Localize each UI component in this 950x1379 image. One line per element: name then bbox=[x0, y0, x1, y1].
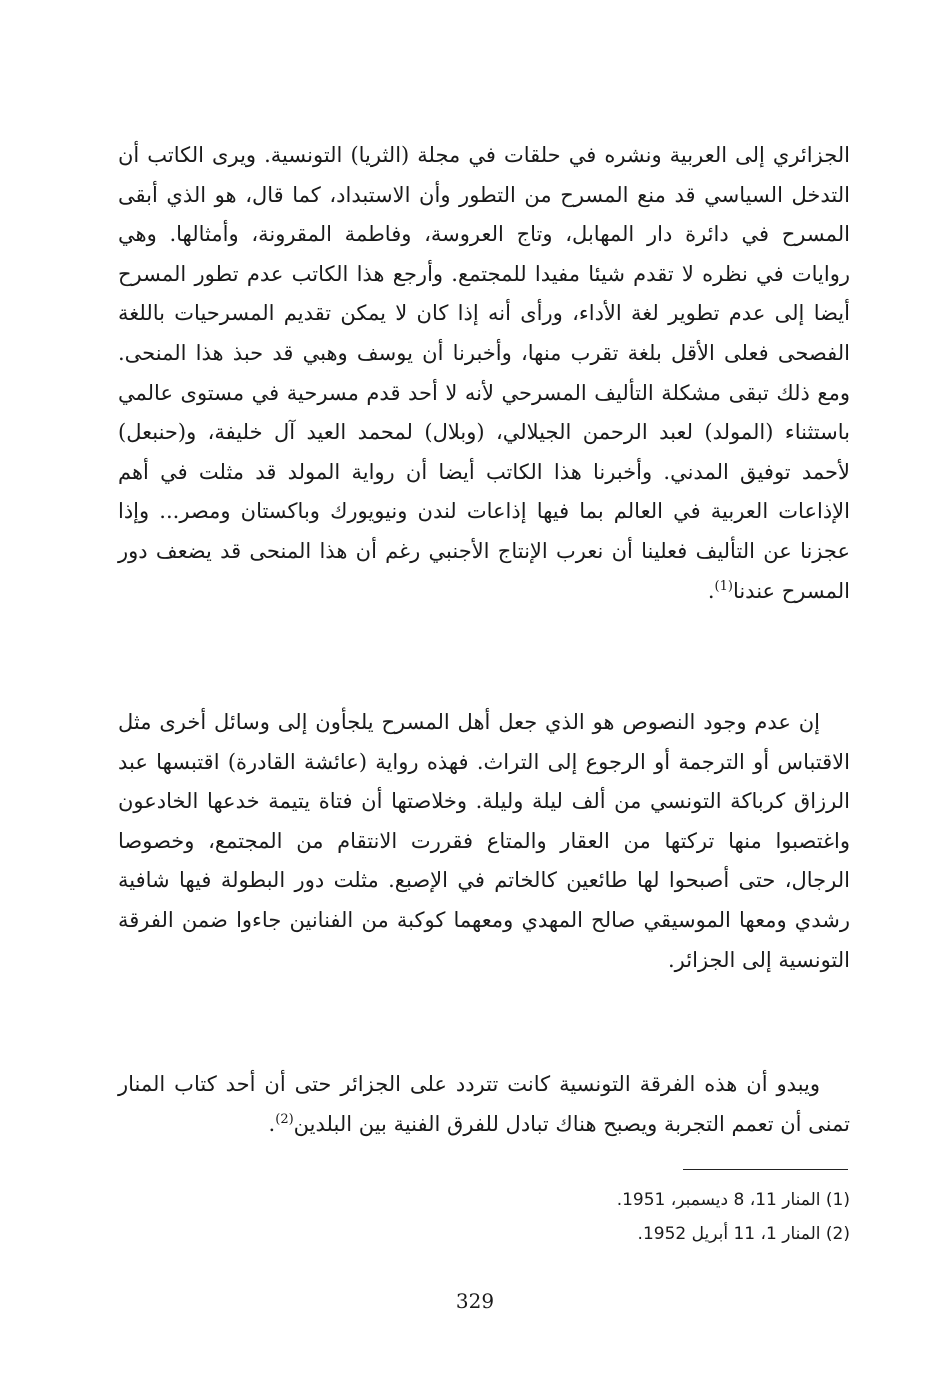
paragraph-text: الجزائري إلى العربية ونشره في حلقات في مجلة (الثريا) التونسية. ويرى الكاتب أن التدخل السياسي قد منع المسرح من التطور وأن الاستبداد، كما قال، هو الذي أبقى المسرح في دائرة دار المهابل، وتاج العروسة، وفاطمة المقرونة، وأمثالها. وهي روايات في نظره لا تقدم شيئا مفيدا للمجتمع. وأرجع هذا الكاتب عدم تطور المسرح أيضا إلى عدم تطوير لغة الأداء، ورأى أنه إذا كان لا يمكن تقديم المسرحيات باللغة الفصحى فعلى الأقل بلغة تقرب منها، وأخبرنا أن يوسف وهبي قد حبذ هذا المنحى. ومع ذلك تبقى مشكلة التأليف المسرحي لأنه لا أحد قدم مسرحية في مستوى عالمي باستثناء (المولد) لعبد الرحمن الجيلالي، (وبلال) لمحمد العيد آل خليفة، و(حنبعل) لأحمد توفيق المدني. وأخبرنا هذا الكاتب أيضا أن رواية المولد قد مثلت في أهم الإذاعات العربية في العالم بما فيها إذاعات لندن ونيويورك وباكستان ومصر... وإذا عجزنا عن التأليف فعلينا أن نعرب الإنتاج الأجنبي رغم أن هذا المنحى قد يضعف دور المسرح عندنا bbox=[118, 143, 850, 603]
paragraph-end: . bbox=[707, 578, 715, 603]
footnote-2: (2) المنار 1، 11 أبريل 1952. bbox=[637, 1224, 850, 1244]
paragraph-text: إن عدم وجود النصوص هو الذي جعل أهل المسرح يلجأون إلى وسائل أخرى مثل الاقتباس أو الترجمة أو الرجوع إلى التراث. فهذه رواية (عائشة القادرة) اقتبسها عبد الرزاق كرباكة التونسي من ألف ليلة وليلة. وخلاصتها أن فتاة يتيمة خدعها الخادعون واغتصبوا منها تركتها من العقار والمتاع فقررت الانتقام من المجتمع، وخصوصا الرجال، حتى أصبحوا لها طائعين كالخاتم في الإصبع. مثلت دور البطولة فيها شافية رشدي ومعها الموسيقي صالح المهدي ومعهما كوكبة من الفنانين جاءوا ضمن الفرقة التونسية إلى الجزائر. bbox=[118, 710, 850, 972]
paragraph-text: ويبدو أن هذه الفرقة التونسية كانت تتردد على الجزائر حتى أن أحد كتاب المنار تمنى أن تعمم التجربة ويصبح هناك تبادل للفرق الفنية بين البلدين bbox=[118, 1072, 850, 1136]
page-number: 329 bbox=[455, 1289, 495, 1313]
footnote-separator bbox=[683, 1169, 848, 1170]
body-paragraph-2 bbox=[118, 703, 850, 980]
body-paragraph-3 bbox=[118, 1065, 850, 1144]
footnote-marker-1: (1) bbox=[714, 578, 733, 594]
footnote-1: (1) المنار 11، 8 ديسمبر، 1951. bbox=[616, 1190, 850, 1210]
paragraph-end: . bbox=[268, 1111, 276, 1136]
footnotes bbox=[400, 1183, 850, 1251]
body-paragraph-1 bbox=[118, 136, 850, 611]
footnote-marker-2: (2) bbox=[275, 1111, 294, 1127]
